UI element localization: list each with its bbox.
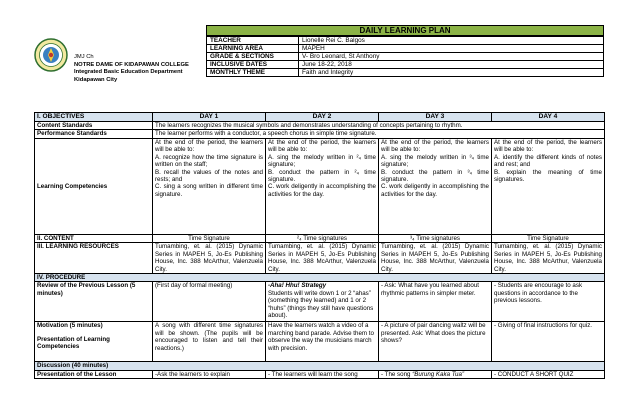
competency-item: B. conduct the pattern in ²₄ time signature. xyxy=(268,168,376,183)
day-2-presentation: - The learners will learn the song xyxy=(266,370,379,378)
competency-item: A. identify the different kinds of notes and rest; and xyxy=(494,153,602,169)
meta-row xyxy=(207,61,604,69)
meta-value: V- Bro Leonard, St Anthony xyxy=(299,53,604,61)
competency-intro: At the end of the period, the learners will be able to: xyxy=(155,138,263,154)
motivation-label: Motivation (5 minutes) xyxy=(37,322,103,330)
procedure-row xyxy=(35,273,605,281)
competencies-label: Learning Competencies xyxy=(35,138,153,234)
discussion-row xyxy=(35,362,605,370)
song-prefix: - The song xyxy=(381,370,413,378)
day-1-content: Time Signature xyxy=(153,234,266,242)
meta-value: Faith and Integrity xyxy=(299,69,604,77)
day-3-heading: DAY 3 xyxy=(379,113,492,122)
day-1-competencies xyxy=(153,138,266,234)
meta-value: Lionelle Rei C. Balgos xyxy=(299,37,604,45)
day-1-motivation: A song with different time signatures will be shown. (The pupils will be encouraged to listen and tell their reactions.) xyxy=(153,322,266,362)
competency-item: A. recognize how the time signature is written on the staff; xyxy=(155,153,263,169)
meta-row xyxy=(207,69,604,77)
day-4-motivation: - Giving of final instructions for quiz. xyxy=(492,322,605,362)
plan-meta-table xyxy=(206,36,604,77)
performance-standards-text: The learner performs with a conductor, a speech chorus in simple time signature. xyxy=(153,130,605,138)
review-row xyxy=(35,282,605,322)
day-4-review: - Students are encourage to ask questions in accordance to the previous lessons. xyxy=(492,282,605,322)
strategy-title: -Aha! Hhu! Strategy xyxy=(268,282,327,290)
competency-item: B. explain the meaning of time signatures. xyxy=(494,168,602,183)
meta-row xyxy=(207,37,604,45)
content-standards-text: The learners recognizes the musical symbols and demonstrates understanding of concepts pertaining to rhythm. xyxy=(153,121,605,129)
day-3-motivation: - A picture of pair dancing waltz will be presented. Ask: What does the picture shows? xyxy=(379,322,492,362)
day-4-competencies xyxy=(492,138,605,234)
plan-table xyxy=(34,112,605,379)
presentation-row xyxy=(35,370,605,378)
content-row xyxy=(35,234,605,242)
content-standards-row xyxy=(35,121,605,129)
day-2-heading: DAY 2 xyxy=(266,113,379,122)
meta-label: INCLUSIVE DATES xyxy=(207,61,299,69)
day-2-content: ²₄ Time signatures xyxy=(266,234,379,242)
competency-intro: At the end of the period, the learners will be able to: xyxy=(381,138,489,154)
competency-item: C. sing a song written in different time signature. xyxy=(155,183,263,198)
school-department: Integrated Basic Education Department xyxy=(74,69,183,76)
plan-head-row xyxy=(35,113,605,122)
resources-row xyxy=(35,243,605,274)
competency-item: B. conduct the pattern in ³₄ time signature. xyxy=(381,168,489,183)
day-3-content: ³₄ Time signatures xyxy=(379,234,492,242)
competency-item: A. sing the melody written in ²₄ time signature; xyxy=(268,153,376,169)
day-3-presentation xyxy=(379,370,492,378)
motivation-labels xyxy=(35,322,153,362)
song-title: “Burung Kaka Tua” xyxy=(412,370,465,378)
resources-label: III. LEARNING RESOURCES xyxy=(35,243,153,274)
objectives-heading: I. OBJECTIVES xyxy=(35,113,153,122)
plan-title: DAILY LEARNING PLAN xyxy=(206,25,604,36)
competencies-row xyxy=(35,138,605,234)
performance-standards-label: Performance Standards xyxy=(35,130,153,138)
meta-row xyxy=(207,45,604,53)
procedure-heading: IV. PROCEDURE xyxy=(35,273,605,281)
presentation-competencies-label: Presentation of Learning Competencies xyxy=(37,335,110,351)
meta-row xyxy=(207,53,604,61)
strategy-body: Students will write down 1 or 2 “ahas” (something they learned) and 1 or 2 “huhs” (things they still have questions about). xyxy=(268,289,374,320)
meta-label: GRADE & SECTIONS xyxy=(207,53,299,61)
meta-label: TEACHER xyxy=(207,37,299,45)
motivation-row xyxy=(35,322,605,362)
day-4-presentation: - CONDUCT A SHORT QUIZ xyxy=(492,370,605,378)
presentation-label: Presentation of the Lesson xyxy=(35,370,153,378)
review-label: Review of the Previous Lesson (5 minutes) xyxy=(35,282,153,322)
day-2-review xyxy=(266,282,379,322)
meta-value: June 18-22, 2018 xyxy=(299,61,604,69)
school-seal-logo xyxy=(34,38,68,72)
day-1-presentation: -Ask the learners to explain xyxy=(153,370,266,378)
performance-standards-row xyxy=(35,130,605,138)
day-3-competencies xyxy=(379,138,492,234)
day-3-resources: Tumambing, et. al. (2015) Dynamic Series in MAPEH 5, Jo-Es Publishing House, Inc. 388 McArthur, Valenzuela City. xyxy=(379,243,492,274)
school-city: Kidapawan City xyxy=(74,76,118,83)
school-name: NOTRE DAME OF KIDAPAWAN COLLEGE xyxy=(74,61,189,68)
competency-intro: At the end of the period, the learners will be able to: xyxy=(268,138,376,154)
day-2-competencies xyxy=(266,138,379,234)
competency-item: C. work deligently in accomplishing the activities for the day. xyxy=(381,183,489,198)
competency-item: A. sing the melody written in ³₄ time signature; xyxy=(381,153,489,169)
content-label: II. CONTENT xyxy=(35,234,153,242)
day-4-heading: DAY 4 xyxy=(492,113,605,122)
day-2-resources: Tumambing, et. al. (2015) Dynamic Series in MAPEH 5, Jo-Es Publishing House, Inc. 388 McArthur, Valenzuela City. xyxy=(266,243,379,274)
school-line: JMJ Ch xyxy=(74,54,94,60)
plan-header xyxy=(34,25,604,100)
competency-item: B. recall the values of the notes and rests; and xyxy=(155,168,263,183)
content-standards-label: Content Standards xyxy=(35,121,153,129)
day-3-review: - Ask: What have you learned about rhythmic patterns in simpler meter. xyxy=(379,282,492,322)
day-4-resources: Tumambing, et. al. (2015) Dynamic Series in MAPEH 5, Jo-Es Publishing House, Inc. 388 McArthur, Valenzuela City. xyxy=(492,243,605,274)
day-4-content: Time Signature xyxy=(492,234,605,242)
day-1-review: (First day of formal meeting) xyxy=(153,282,266,322)
competency-item: C. work deligently in accomplishing the activities for the day. xyxy=(268,183,376,198)
meta-label: MONTHLY THEME xyxy=(207,69,299,77)
meta-value: MAPEH xyxy=(299,45,604,53)
day-2-motivation: Have the learners watch a video of a marching band parade. Advise them to observe the way the musicians march with precision. xyxy=(266,322,379,362)
day-1-heading: DAY 1 xyxy=(153,113,266,122)
meta-label: LEARNING AREA xyxy=(207,45,299,53)
discussion-heading: Discussion (40 minutes) xyxy=(35,362,605,370)
competency-intro: At the end of the period, the learners will be able to: xyxy=(494,138,602,154)
school-info xyxy=(74,54,189,84)
day-1-resources: Tumambing, et. al. (2015) Dynamic Series in MAPEH 5, Jo-Es Publishing House, Inc. 388 McArthur, Valenzuela City. xyxy=(153,243,266,274)
